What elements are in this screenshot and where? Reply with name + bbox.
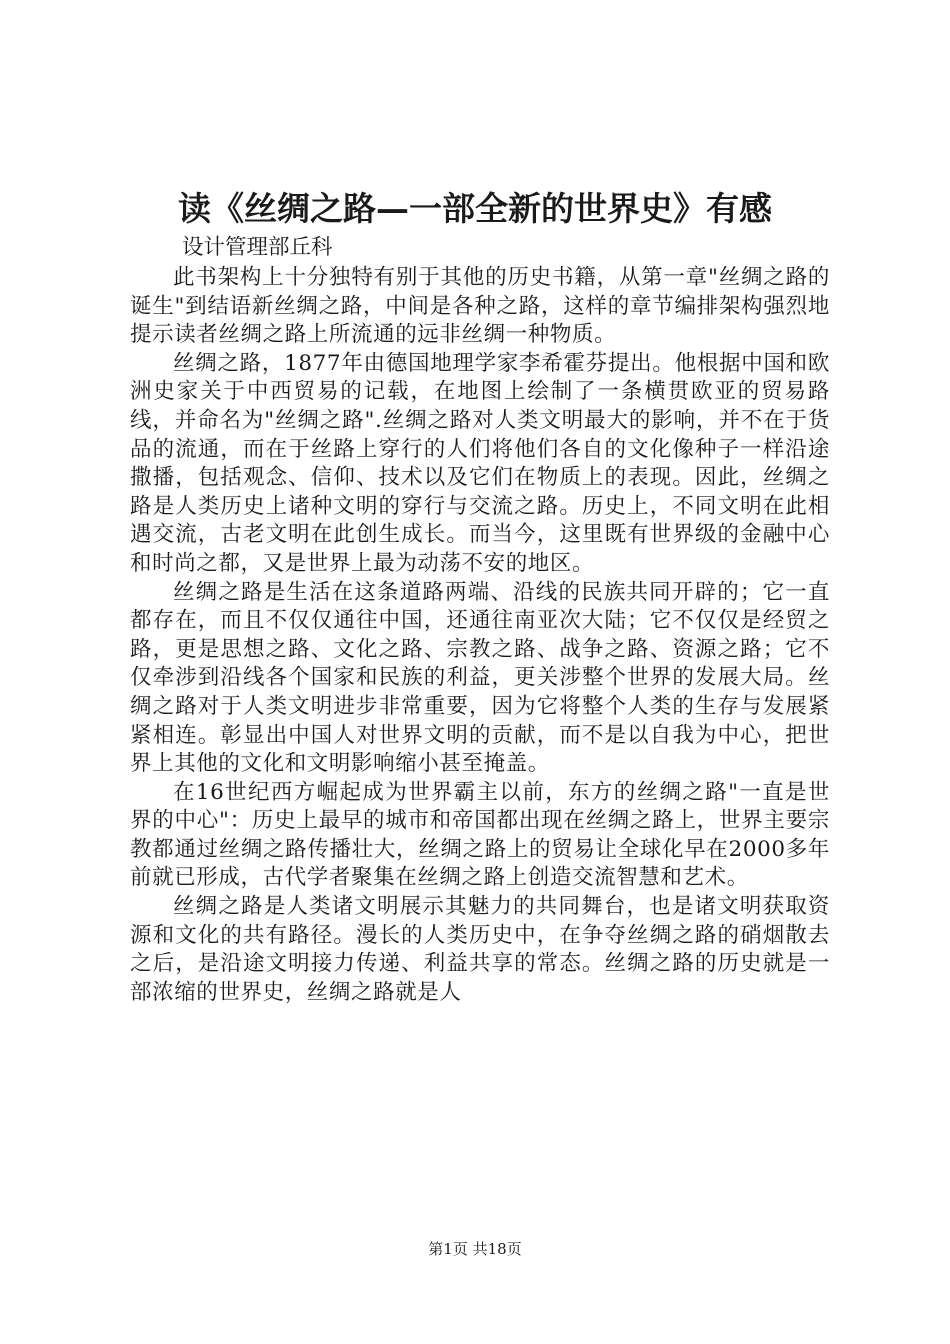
- paragraph: 丝绸之路是生活在这条道路两端、沿线的民族共同开辟的；它一直都存在，而且不仅仅通往中国，还通往南亚次大陆；它不仅仅是经贸之路，更是思想之路、文化之路、宗教之路、战争之路、资源之路；它不仅牵涉到沿线各个国家和民族的利益，更关涉整个世界的发展大局。丝绸之路对于人类文明进步非常重要，因为它将整个人类的生存与发展紧紧相连。彰显出中国人对世界文明的贡献，而不是以自我为中心，把世界上其他的文化和文明影响缩小甚至掩盖。: [130, 579, 830, 777]
- document-body: [130, 264, 830, 1007]
- paragraph: 丝绸之路，1877年由德国地理学家李希霍芬提出。他根据中国和欧洲史家关于中西贸易的记载，在地图上绘制了一条横贯欧亚的贸易路线，并命名为"丝绸之路".丝绸之路对人类文明最大的影响，并不在于货品的流通，而在于丝路上穿行的人们将他们各自的文化像种子一样沿途撒播，包括观念、信仰、技术以及它们在物质上的表现。因此，丝绸之路是人类历史上诸种文明的穿行与交流之路。历史上，不同文明在此相遇交流，古老文明在此创生成长。而当今，这里既有世界级的金融中心和时尚之都，又是世界上最为动荡不安的地区。: [130, 350, 830, 576]
- page-number-footer: 第1页 共18页: [428, 1240, 522, 1258]
- document-title: 读《丝绸之路—一部全新的世界史》有感: [178, 189, 772, 228]
- author-line: 设计管理部丘科: [182, 235, 333, 260]
- paragraph: 丝绸之路是人类诸文明展示其魅力的共同舞台，也是诸文明获取资源和文化的共有路径。漫长的人类历史中，在争夺丝绸之路的硝烟散去之后，是沿途文明接力传递、利益共享的常态。丝绸之路的历史就是一部浓缩的世界史，丝绸之路就是人: [130, 894, 830, 1005]
- paragraph: 在16世纪西方崛起成为世界霸主以前，东方的丝绸之路"一直是世界的中心"：历史上最早的城市和帝国都出现在丝绸之路上，世界主要宗教都通过丝绸之路传播壮大，丝绸之路上的贸易让全球化早在2000多年前就已形成，古代学者聚集在丝绸之路上创造交流智慧和艺术。: [130, 779, 830, 891]
- paragraph: 此书架构上十分独特有别于其他的历史书籍，从第一章"丝绸之路的诞生"到结语新丝绸之路，中间是各种之路，这样的章节编排架构强烈地提示读者丝绸之路上所流通的远非丝绸一种物质。: [130, 265, 830, 348]
